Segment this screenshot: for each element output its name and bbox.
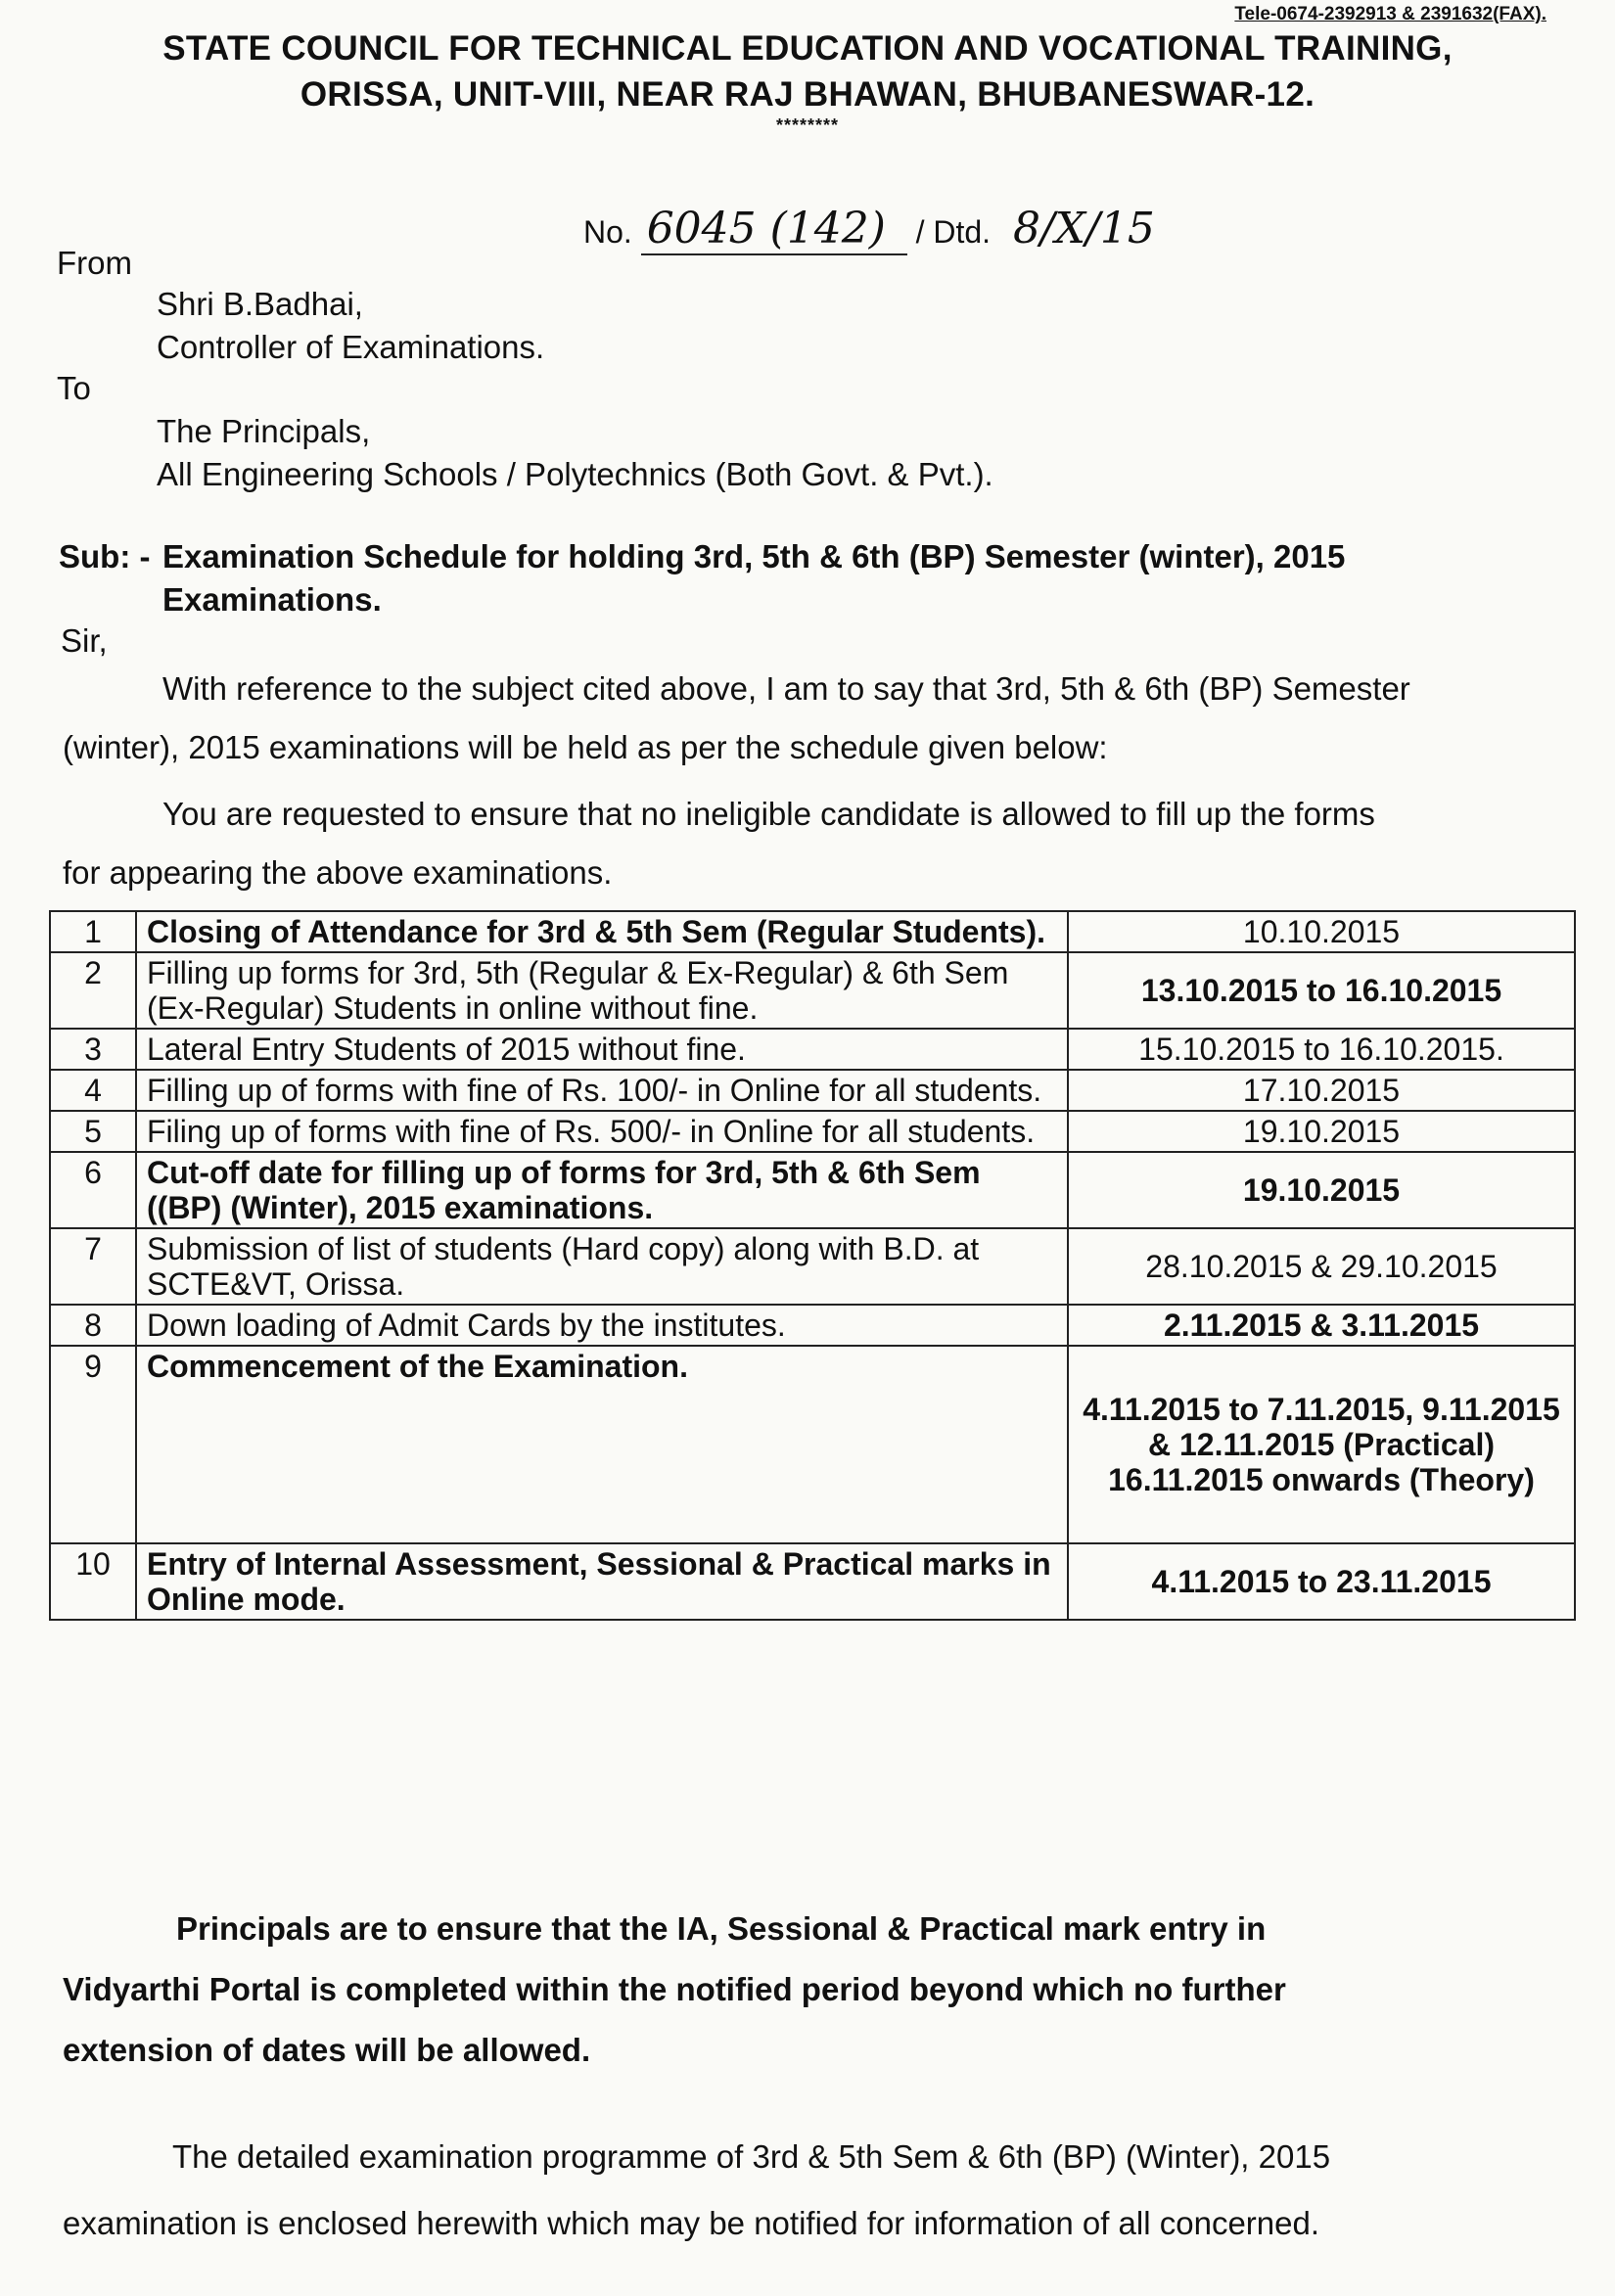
subject-label: Sub: -	[59, 538, 151, 574]
schedule-serial-no: 8	[50, 1305, 136, 1346]
schedule-dates: 2.11.2015 & 3.11.2015	[1068, 1305, 1575, 1346]
schedule-row	[50, 952, 1575, 1029]
note-line1: Principals are to ensure that the IA, Sessional & Practical mark entry in	[176, 1910, 1267, 1947]
recipient-line1: The Principals,	[157, 413, 371, 449]
schedule-dates: 13.10.2015 to 16.10.2015	[1068, 952, 1575, 1029]
sender-designation: Controller of Examinations.	[157, 329, 545, 365]
body-para1-line2: (winter), 2015 examinations will be held as per the schedule given below:	[63, 729, 1108, 765]
recipient-line2: All Engineering Schools / Polytechnics (Both Govt. & Pvt.).	[157, 456, 993, 492]
schedule-serial-no: 1	[50, 911, 136, 952]
note-paragraph	[63, 1899, 1570, 2081]
header-separator: ********	[775, 115, 840, 135]
schedule-row	[50, 1543, 1575, 1620]
schedule-dates: 19.10.2015	[1068, 1111, 1575, 1152]
schedule-serial-no: 2	[50, 952, 136, 1029]
note-line2: Vidyarthi Portal is completed within the notified period beyond which no further	[63, 1971, 1286, 2007]
from-label: From	[57, 245, 132, 281]
schedule-serial-no: 10	[50, 1543, 136, 1620]
closing-line2: examination is enclosed herewith which may be notified for information of all concerned.	[63, 2205, 1320, 2241]
note-line3: extension of dates will be allowed.	[63, 2032, 591, 2068]
schedule-row	[50, 1070, 1575, 1111]
schedule-row	[50, 1305, 1575, 1346]
subject-line2: Examinations.	[162, 581, 382, 618]
schedule-serial-no: 7	[50, 1228, 136, 1305]
schedule-activity: Cut-off date for filling up of forms for 3rd, 5th & 6th Sem ((BP) (Winter), 2015 examinations.	[136, 1152, 1068, 1228]
schedule-dates: 10.10.2015	[1068, 911, 1575, 952]
schedule-table	[49, 910, 1576, 1621]
schedule-serial-no: 6	[50, 1152, 136, 1228]
schedule-row	[50, 1029, 1575, 1070]
schedule-serial-no: 9	[50, 1346, 136, 1543]
organization-name: STATE COUNCIL FOR TECHNICAL EDUCATION AND VOCATIONAL TRAINING,	[162, 29, 1453, 68]
schedule-activity: Commencement of the Examination.	[136, 1346, 1068, 1543]
closing-line1: The detailed examination programme of 3rd & 5th Sem & 6th (BP) (Winter), 2015	[172, 2138, 1331, 2175]
reference-no-label: No.	[583, 214, 632, 250]
schedule-table-body	[50, 911, 1575, 1620]
to-label: To	[57, 370, 91, 406]
salutation: Sir,	[61, 622, 108, 659]
schedule-dates: 15.10.2015 to 16.10.2015.	[1068, 1029, 1575, 1070]
schedule-activity: Submission of list of students (Hard copy) along with B.D. at SCTE&VT, Orissa.	[136, 1228, 1068, 1305]
body-para1-line1: With reference to the subject cited above, I am to say that 3rd, 5th & 6th (BP) Semester	[162, 670, 1410, 707]
schedule-row	[50, 1346, 1575, 1543]
reference-number: 6045 (142)	[641, 204, 907, 255]
schedule-serial-no: 3	[50, 1029, 136, 1070]
schedule-row	[50, 1152, 1575, 1228]
organization-address: ORISSA, UNIT-VIII, NEAR RAJ BHAWAN, BHUBANESWAR-12.	[300, 75, 1315, 114]
schedule-dates: 17.10.2015	[1068, 1070, 1575, 1111]
schedule-row	[50, 1111, 1575, 1152]
schedule-serial-no: 5	[50, 1111, 136, 1152]
schedule-activity: Closing of Attendance for 3rd & 5th Sem (Regular Students).	[136, 911, 1068, 952]
subject-line1: Examination Schedule for holding 3rd, 5th & 6th (BP) Semester (winter), 2015	[162, 538, 1346, 574]
schedule-activity: Lateral Entry Students of 2015 without fine.	[136, 1029, 1068, 1070]
schedule-row	[50, 911, 1575, 952]
schedule-activity: Filling up forms for 3rd, 5th (Regular & Ex-Regular) & 6th Sem (Ex-Regular) Students in online without fine.	[136, 952, 1068, 1029]
schedule-activity: Down loading of Admit Cards by the institutes.	[136, 1305, 1068, 1346]
schedule-dates: 19.10.2015	[1068, 1152, 1575, 1228]
sender-name: Shri B.Badhai,	[157, 286, 363, 322]
schedule-serial-no: 4	[50, 1070, 136, 1111]
schedule-activity: Filling up of forms with fine of Rs. 100/- in Online for all students.	[136, 1070, 1068, 1111]
schedule-dates: 28.10.2015 & 29.10.2015	[1068, 1228, 1575, 1305]
body-para2-line2: for appearing the above examinations.	[63, 854, 613, 891]
reference-line	[583, 204, 1155, 255]
telephone-fax: Tele-0674-2392913 & 2391632(FAX).	[1234, 4, 1546, 24]
schedule-activity: Entry of Internal Assessment, Sessional & Practical marks in Online mode.	[136, 1543, 1068, 1620]
schedule-dates: 4.11.2015 to 23.11.2015	[1068, 1543, 1575, 1620]
schedule-activity: Filing up of forms with fine of Rs. 500/- in Online for all students.	[136, 1111, 1068, 1152]
reference-date: 8/X/15	[1012, 204, 1155, 253]
body-para2-line1: You are requested to ensure that no ineligible candidate is allowed to fill up the forms	[162, 796, 1375, 832]
reference-dtd-label: / Dtd.	[915, 214, 992, 250]
schedule-row	[50, 1228, 1575, 1305]
schedule-dates: 4.11.2015 to 7.11.2015, 9.11.2015 & 12.11.2015 (Practical) 16.11.2015 onwards (Theory)	[1068, 1346, 1575, 1543]
